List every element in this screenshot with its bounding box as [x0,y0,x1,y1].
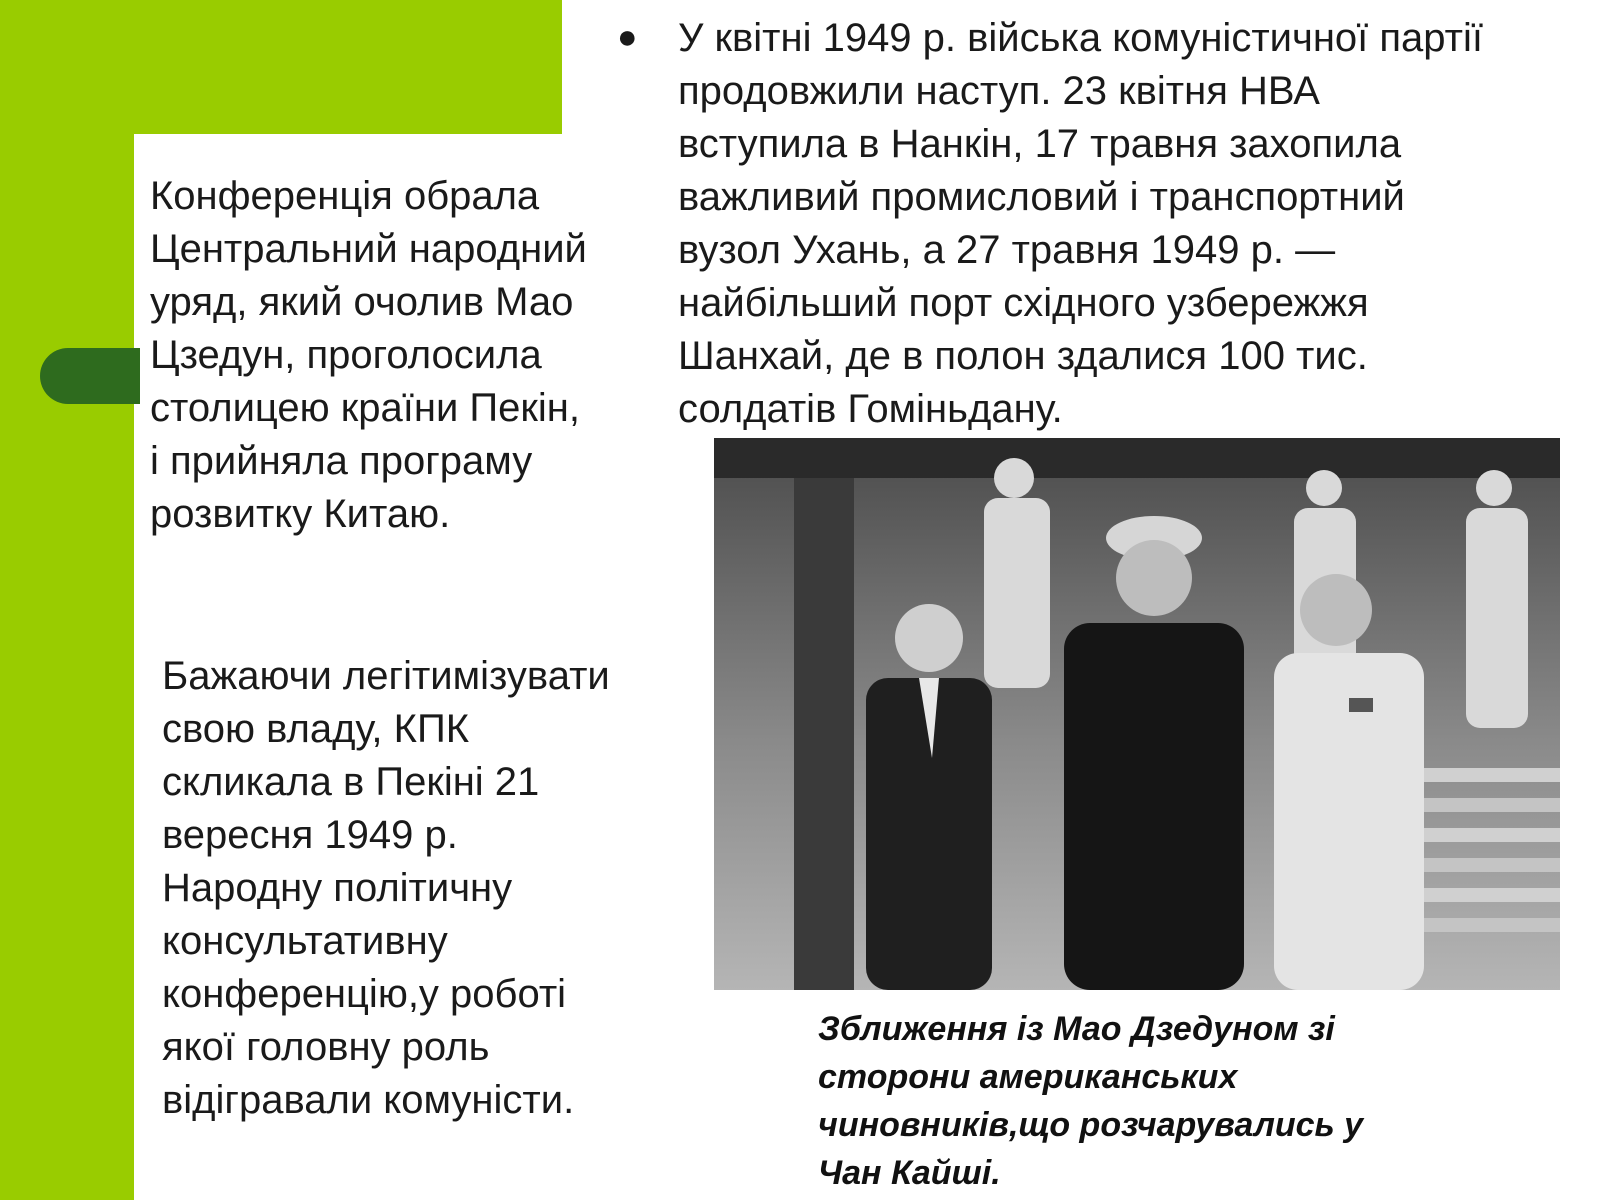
text-line: відігравали комуністи. [162,1078,575,1122]
text-line: і прийняла програму [150,439,533,483]
text-line: продовжили наступ. 23 квітня НВА [678,69,1320,113]
caption-line: Чан Кайші. [818,1154,1001,1192]
text-line: Шанхай, де в полон здалися 100 тис. [678,334,1368,378]
conference-paragraph [150,170,587,541]
text-line: важливий промисловий і транспортний [678,175,1405,219]
photo-caption [818,1005,1363,1197]
historical-group-photo [714,438,1560,990]
text-line: вересня 1949 р. [162,813,458,857]
text-line: Конференція обрала [150,174,540,218]
text-line: найбільший порт східного узбережжя [678,281,1369,325]
legitimization-paragraph [162,650,610,1127]
decorative-pill [40,348,140,404]
text-line: розвитку Китаю. [150,492,451,536]
caption-line: сторони американських [818,1058,1238,1096]
offensive-paragraph [678,12,1483,436]
photo-illustration [714,438,1560,990]
text-line: У квітні 1949 р. війська комуністичної партії [678,16,1483,60]
text-line: конференцію,у роботі [162,972,567,1016]
caption-line: Зближення із Мао Дзедуном зі [818,1010,1335,1048]
bullet-icon: ● [617,18,638,56]
text-line: Бажаючи легітимізувати [162,654,610,698]
text-line: Центральний народний [150,227,587,271]
text-line: скликала в Пекіні 21 [162,760,540,804]
text-line: солдатів Гоміньдану. [678,387,1063,431]
text-line: вузол Ухань, а 27 травня 1949 р. — [678,228,1336,272]
green-side-band [0,0,134,1200]
text-line: столицею країни Пекін, [150,386,580,430]
text-line: вступила в Нанкін, 17 травня захопила [678,122,1402,166]
text-line: якої головну роль [162,1025,490,1069]
text-line: уряд, який очолив Мао [150,280,574,324]
caption-line: чиновників,що розчарувались у [818,1106,1364,1144]
text-line: консультативну [162,919,448,963]
text-line: Цзедун, проголосила [150,333,542,377]
text-line: свою владу, КПК [162,707,469,751]
text-line: Народну політичну [162,866,513,910]
